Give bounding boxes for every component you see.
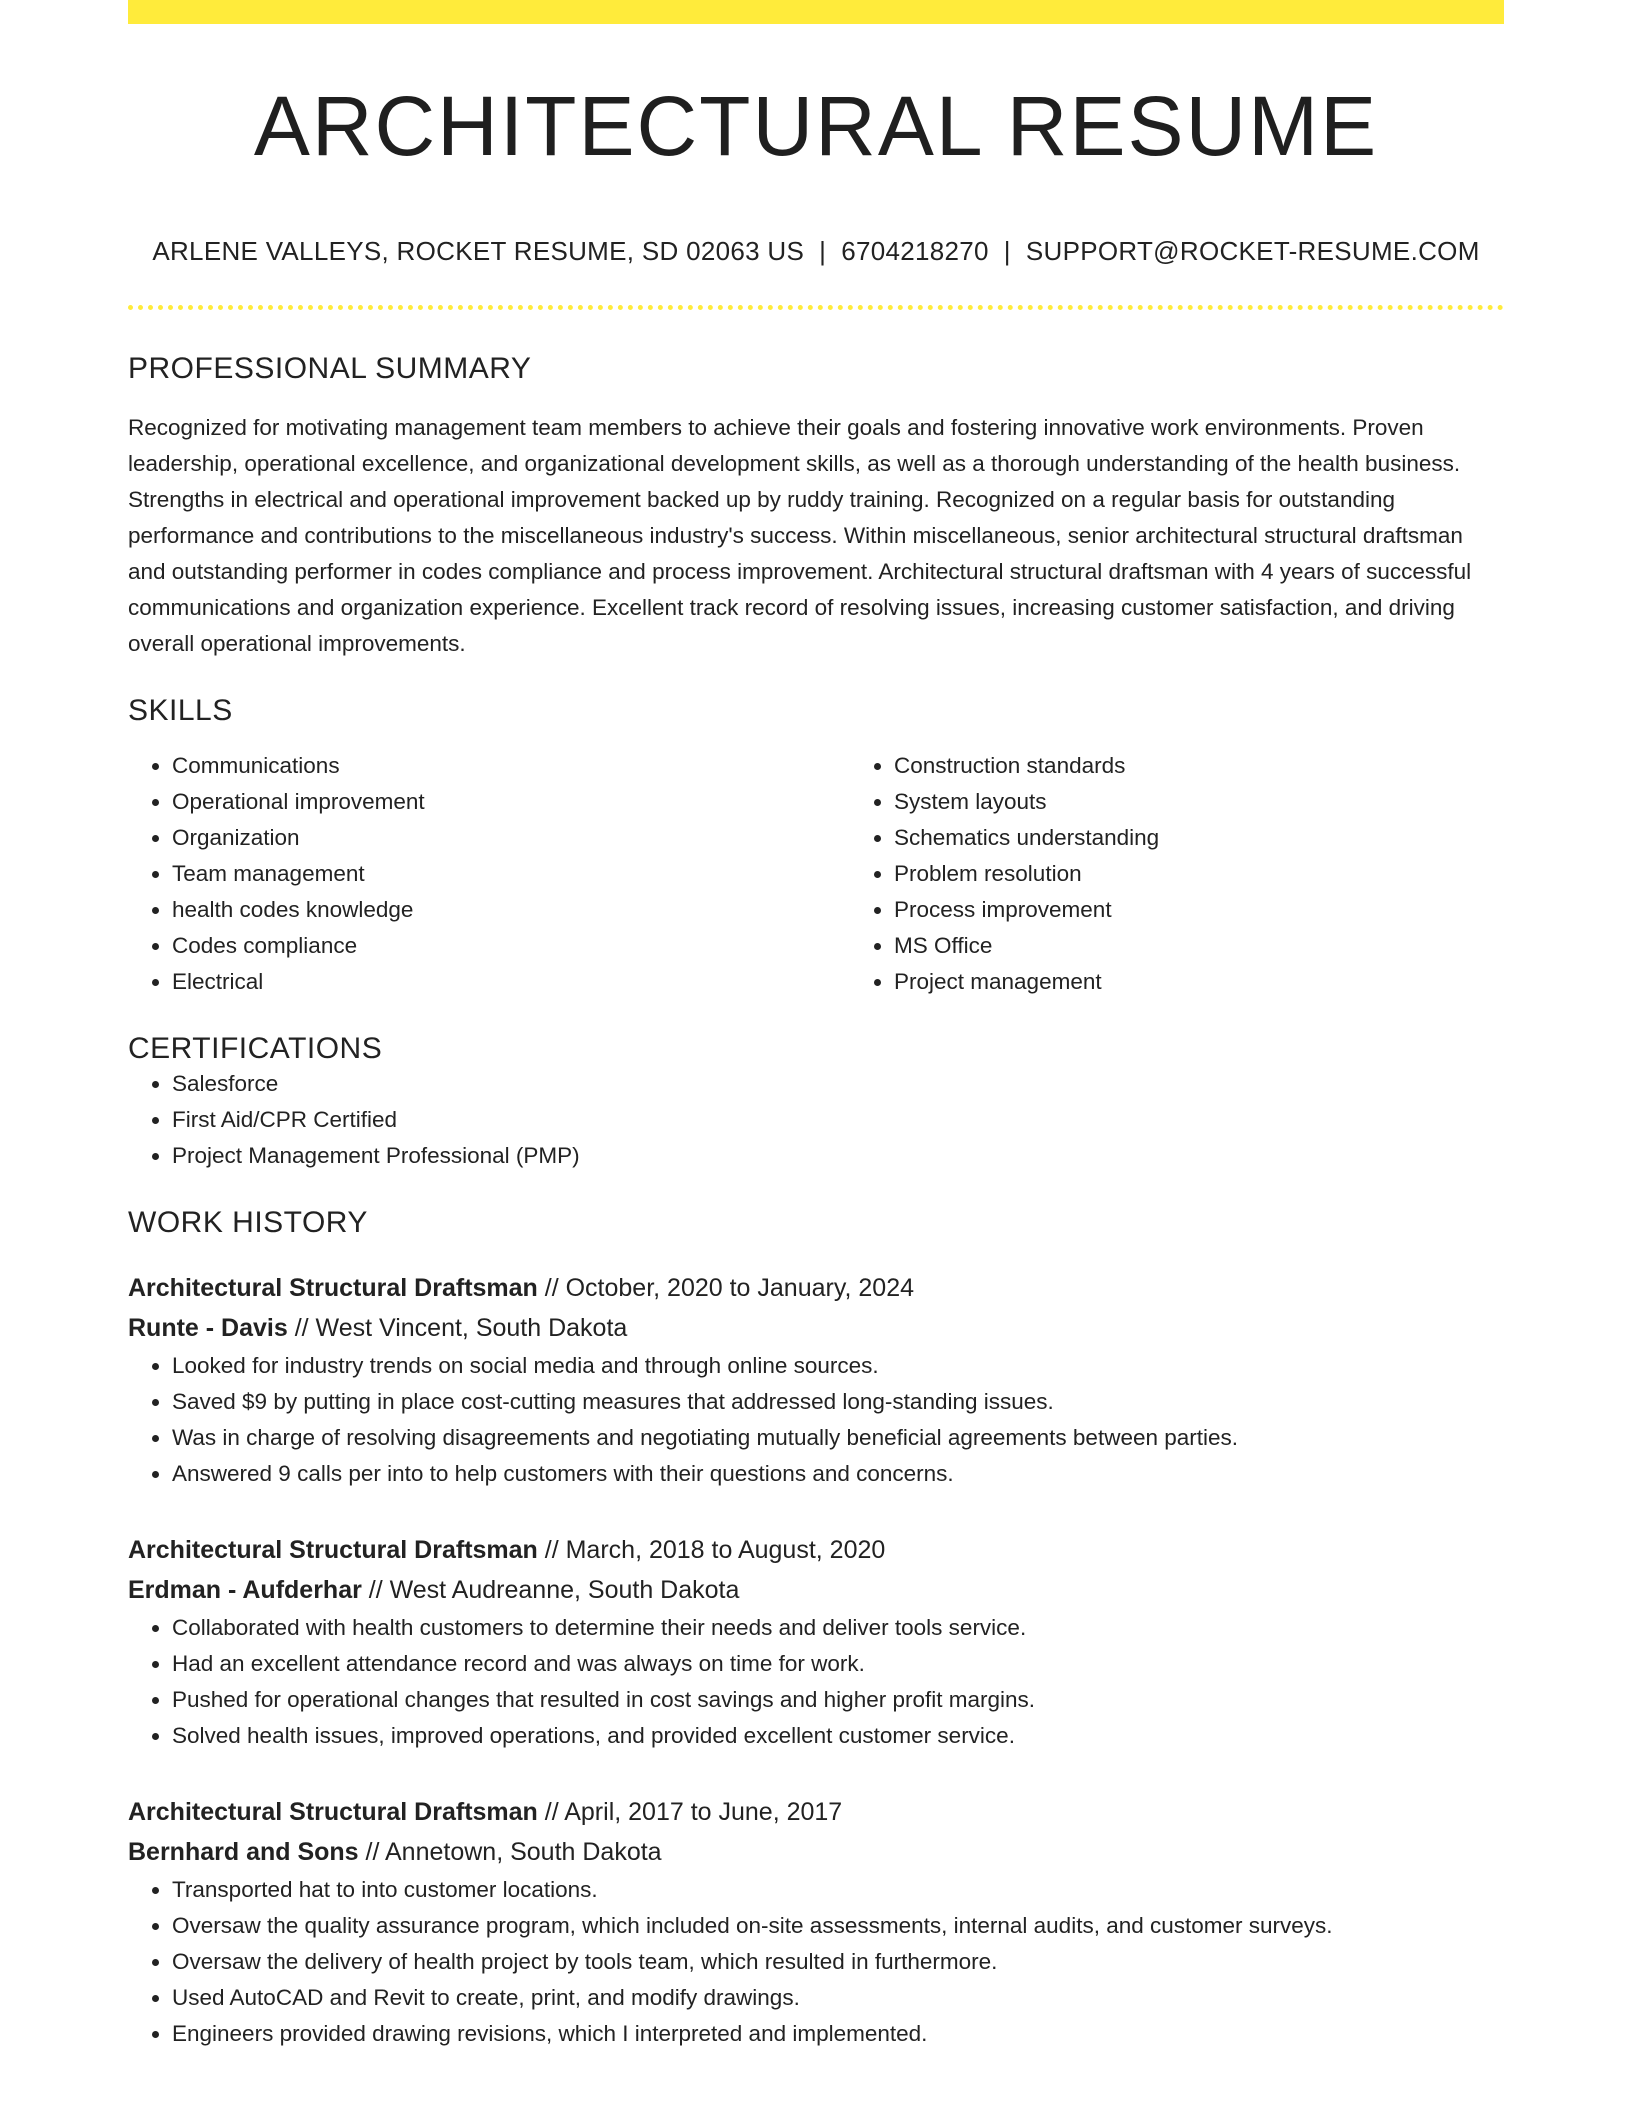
- job-bullet-list: [128, 1348, 1504, 1492]
- skills-heading: SKILLS: [128, 694, 233, 727]
- job-title: Architectural Structural Draftsman: [128, 1798, 538, 1826]
- contact-separator: |: [1003, 236, 1011, 266]
- job-company: Bernhard and Sons: [128, 1838, 359, 1866]
- skill-item: • Schematics understanding: [894, 820, 1572, 856]
- job-bullet: • Used AutoCAD and Revit to create, print, and modify drawings.: [172, 1980, 1504, 2016]
- skill-item: • Electrical: [172, 964, 850, 1000]
- job-location: // West Vincent, South Dakota: [287, 1314, 628, 1342]
- skill-item: • Communications: [172, 748, 850, 784]
- job-company-line: [128, 1832, 1504, 1872]
- job-bullet: • Had an excellent attendance record and was always on time for work.: [172, 1646, 1504, 1682]
- summary-text: Recognized for motivating management team members to achieve their goals and fostering innovative work environments. Proven leadership, operational excellence, and organizational development skills, as well as a thorough understanding of the health business. Strengths in electrical and operational improvement backed up by ruddy training. Recognized on a regular basis for outstanding performance and contributions to the miscellaneous industry's success. Within miscellaneous, senior architectural structural draftsman and outstanding performer in codes compliance and process improvement. Architectural structural draftsman with 4 years of successful communications and organization experience. Excellent track record of resolving issues, increasing customer satisfaction, and driving overall operational improvements.: [128, 415, 1472, 656]
- job-bullet: • Transported hat to into customer locations.: [172, 1872, 1504, 1908]
- skill-item: • Team management: [172, 856, 850, 892]
- job-entry: [128, 1792, 1504, 2052]
- job-company: Erdman - Aufderhar: [128, 1576, 362, 1604]
- certification-item: • Salesforce: [172, 1066, 1504, 1102]
- job-title-line: [128, 1530, 1504, 1570]
- skill-item: • Problem resolution: [894, 856, 1572, 892]
- job-entry: [128, 1530, 1504, 1754]
- job-bullet: • Collaborated with health customers to determine their needs and deliver tools service.: [172, 1610, 1504, 1646]
- skill-item: • Project management: [894, 964, 1572, 1000]
- job-title: Architectural Structural Draftsman: [128, 1274, 538, 1302]
- job-bullet: • Looked for industry trends on social media and through online sources.: [172, 1348, 1504, 1384]
- job-bullet: • Engineers provided drawing revisions, which I interpreted and implemented.: [172, 2016, 1504, 2052]
- job-company: Runte - Davis: [128, 1314, 288, 1342]
- job-dates: // March, 2018 to August, 2020: [537, 1536, 886, 1564]
- dotted-divider: [128, 305, 1504, 310]
- resume-page: [128, 0, 1504, 2052]
- job-bullet: • Solved health issues, improved operations, and provided excellent customer service.: [172, 1718, 1504, 1754]
- skill-item: • Operational improvement: [172, 784, 850, 820]
- job-bullet-list: [128, 1872, 1504, 2052]
- job-bullet-list: [128, 1610, 1504, 1754]
- work-history-heading: WORK HISTORY: [128, 1206, 368, 1239]
- job-bullet: • Saved $9 by putting in place cost-cutting measures that addressed long-standing issues.: [172, 1384, 1504, 1420]
- accent-top-bar: [128, 0, 1504, 24]
- summary-heading: PROFESSIONAL SUMMARY: [128, 352, 532, 385]
- certifications-list: [128, 1066, 1504, 1174]
- skill-item: • Process improvement: [894, 892, 1572, 928]
- job-title: Architectural Structural Draftsman: [128, 1536, 538, 1564]
- certifications-heading: CERTIFICATIONS: [128, 1032, 383, 1065]
- job-title-line: [128, 1792, 1504, 1832]
- job-dates: // April, 2017 to June, 2017: [537, 1798, 843, 1826]
- skill-item: • Codes compliance: [172, 928, 850, 964]
- skill-item: • MS Office: [894, 928, 1572, 964]
- contact-address: ARLENE VALLEYS, ROCKET RESUME, SD 02063 US: [152, 236, 805, 266]
- contact-line: [128, 236, 1504, 267]
- job-bullet: • Answered 9 calls per into to help customers with their questions and concerns.: [172, 1456, 1504, 1492]
- skills-left-list: [128, 748, 850, 1000]
- job-bullet: • Oversaw the delivery of health project by tools team, which resulted in furthermore.: [172, 1944, 1504, 1980]
- job-company-line: [128, 1570, 1504, 1610]
- job-entry: [128, 1268, 1504, 1492]
- certification-item: • Project Management Professional (PMP): [172, 1138, 1504, 1174]
- skill-item: • Organization: [172, 820, 850, 856]
- resume-title: ARCHITECTURAL RESUME: [253, 79, 1379, 173]
- skills-right-list: [850, 748, 1572, 1000]
- job-title-line: [128, 1268, 1504, 1308]
- certification-item: • First Aid/CPR Certified: [172, 1102, 1504, 1138]
- work-history-list: [128, 1268, 1504, 2052]
- job-location: // Annetown, South Dakota: [358, 1838, 662, 1866]
- job-dates: // October, 2020 to January, 2024: [537, 1274, 914, 1302]
- contact-separator: |: [819, 236, 827, 266]
- job-company-line: [128, 1308, 1504, 1348]
- job-bullet: • Was in charge of resolving disagreements and negotiating mutually beneficial agreements between parties.: [172, 1420, 1504, 1456]
- job-bullet: • Pushed for operational changes that resulted in cost savings and higher profit margins.: [172, 1682, 1504, 1718]
- skills-columns: [128, 748, 1504, 1000]
- skill-item: • System layouts: [894, 784, 1572, 820]
- skill-item: • Construction standards: [894, 748, 1572, 784]
- contact-email: SUPPORT@ROCKET-RESUME.COM: [1025, 236, 1480, 266]
- skill-item: • health codes knowledge: [172, 892, 850, 928]
- job-bullet: • Oversaw the quality assurance program, which included on-site assessments, internal audits, and customer surveys.: [172, 1908, 1504, 1944]
- contact-phone: 6704218270: [841, 236, 989, 266]
- job-location: // West Audreanne, South Dakota: [361, 1576, 740, 1604]
